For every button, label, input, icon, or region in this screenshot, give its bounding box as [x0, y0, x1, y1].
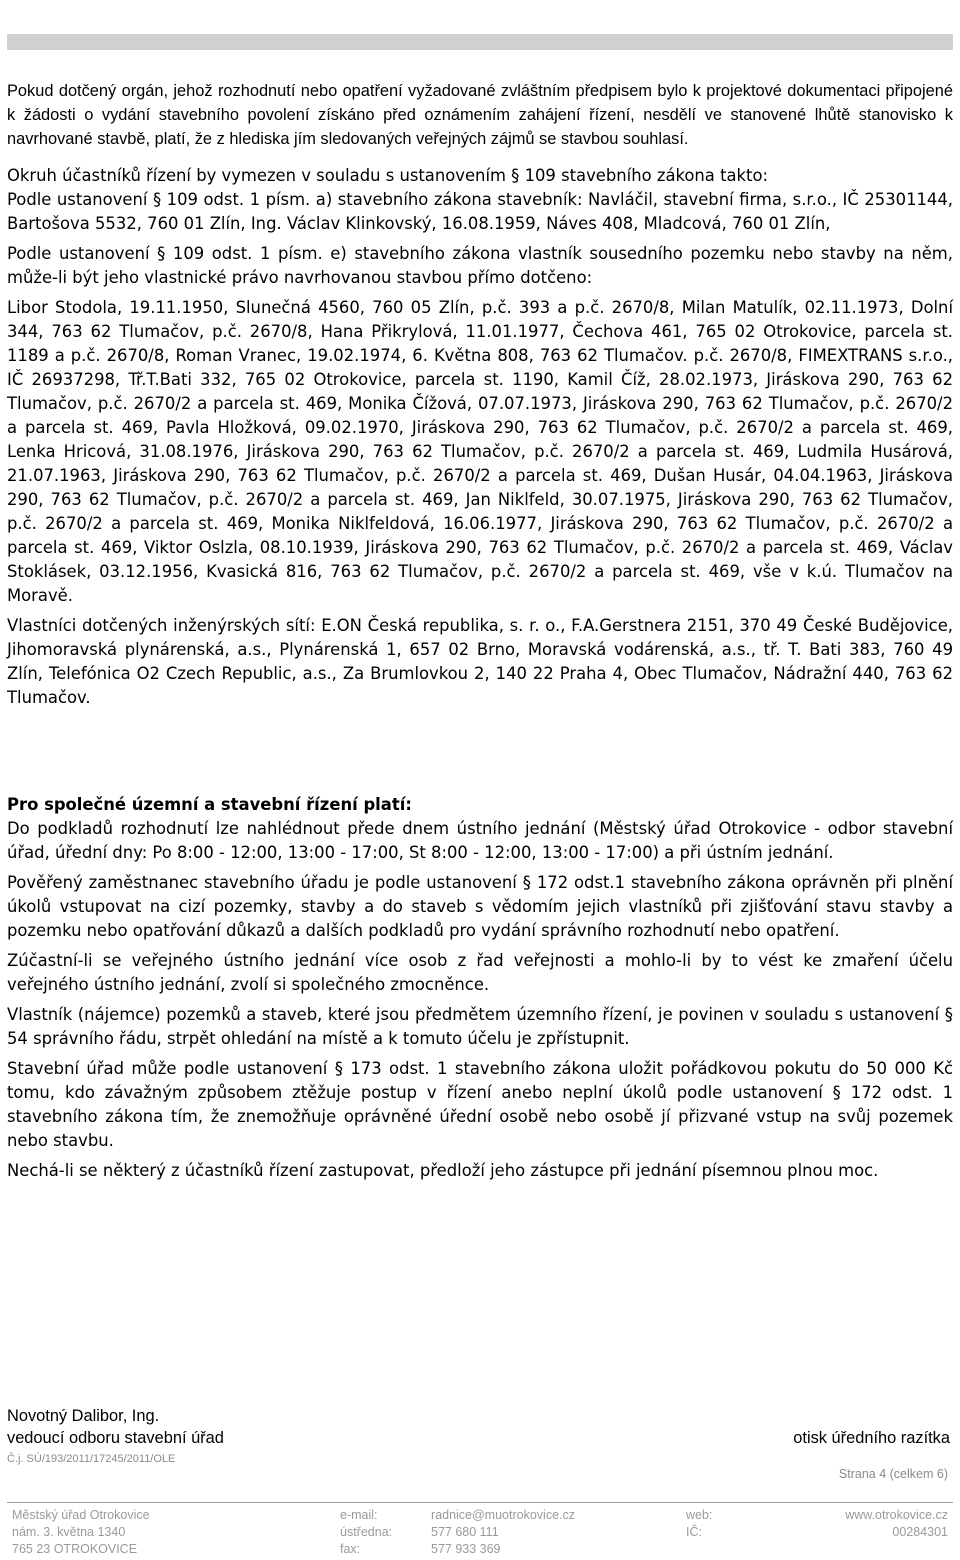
paragraph-vlastnik-souseda: Podle ustanovení § 109 odst. 1 písm. e) stavebního zákona vlastník sousedního pozemku nebo stavby na něm, může-li být jeho vlastnické právo navrhovanou stavbou přímo dotčeno:: [7, 244, 953, 287]
paragraph-ohledani: Vlastník (nájemce) pozemků a staveb, které jsou předmětem územního řízení, je povinen v souladu s ustanovení § 54 správního řádu, strpět ohledání na místě a k tomuto účelu je zpřístupnit.: [7, 1005, 953, 1048]
footer-contact-values: [431, 1507, 575, 1558]
reference-number: Č.j. SÚ/193/2011/17245/2011/OLE: [7, 1453, 176, 1465]
main-text: [7, 79, 953, 710]
paragraph-povereny-zamestnanec: Pověřený zaměstnanec stavebního úřadu je podle ustanovení § 172 odst.1 stavebního zákona oprávněn při plnění úkolů vstupovat na cizí pozemky, stavby a do staveb s vědomím jejich vlastníků při zjišťování stavu stavby a pozemku nebo opatřování důkazů a dalších podkladů pro vydání správního rozhodnutí nebo opatření.: [7, 873, 953, 940]
web-link[interactable]: www.otrokovice.cz: [845, 1508, 948, 1522]
ic-label: IČ:: [686, 1525, 702, 1539]
office-city: 765 23 OTROKOVICE: [12, 1542, 138, 1556]
footer-web-values: [845, 1507, 948, 1541]
email-label: e-mail:: [340, 1508, 378, 1522]
fax-value: 577 933 369: [431, 1542, 501, 1556]
footer-office: [12, 1507, 150, 1558]
footer-web-labels: [686, 1507, 712, 1541]
stamp-label: otisk úředního razítka: [793, 1429, 950, 1447]
section-heading: Pro společné územní a stavební řízení platí:: [7, 795, 412, 814]
paragraph-podklady: Do podkladů rozhodnutí lze nahlédnout přede dnem ústního jednání (Městský úřad Otrokovice - odbor stavební úřad, úřední dny: Po 8:00 - 12:00, 13:00 - 17:00, St 8:00 - 12:00, 13:00 - 17:00) a při ústním jednání.: [7, 819, 953, 862]
paragraph-plna-moc: Nechá-li se některý z účastníků řízení zastupovat, předloží jeho zástupce při jednání písemnou plnou moc.: [7, 1161, 879, 1180]
phone-label: ústředna:: [340, 1525, 393, 1539]
signature-role: vedoucí odboru stavební úřad: [7, 1429, 224, 1447]
footer-divider: [7, 1502, 953, 1503]
page-number: Strana 4 (celkem 6): [838, 1467, 948, 1481]
section-spolecne-rizeni: [7, 793, 953, 1183]
paragraph-okruh-ucastniku: Okruh účastníků řízení by vymezen v souladu s ustanovením § 109 stavebního zákona takto:: [7, 166, 769, 185]
paragraph-stavebnik: Podle ustanovení § 109 odst. 1 písm. a) stavebního zákona stavebník: Navláčil, stavební firma, s.r.o., IČ 25301144, Bartošova 5532, 760 01 Zlín, Ing. Václav Klinkovský, 16.08.1959, Náves 408, Mladcová, 760 01 Zlín,: [7, 190, 953, 233]
footer-contact-labels: [340, 1507, 392, 1558]
paragraph-inzenyrske-site: Vlastníci dotčených inženýrských sítí: E.ON Česká republika, s. r. o., F.A.Gerstnera 2151, 370 49 České Budějovice, Jihomoravská plynárenská, a.s., Plynárenská 1, 657 02 Brno, Moravská vodárenská, a.s., tř. T. Bati 383, 760 49 Zlín, Telefónica O2 Czech Republic, a.s., Za Brumlovkou 2, 140 22 Praha 4, Obec Tlumačov, Nádražní 440, 763 62 Tlumačov.: [7, 616, 953, 707]
paragraph-dotceny-organ: Pokud dotčený orgán, jehož rozhodnutí nebo opatření vyžadované zvláštním předpisem bylo k projektové dokumentaci připojené k žádosti o vydání stavebního povolení získáno před oznámením zahájení řízení, nesdělí ve stanovené lhůtě stanovisko k navrhované stavbě, platí, že z hlediska jím sledovaných veřejných zájmů se stavbou souhlasí.: [7, 82, 953, 148]
web-label: web:: [686, 1508, 713, 1522]
phone-value: 577 680 111: [431, 1525, 499, 1539]
email-link[interactable]: radnice@muotrokovice.cz: [431, 1508, 575, 1522]
paragraph-pokuta: Stavební úřad může podle ustanovení § 173 odst. 1 stavebního zákona uložit pořádkovou pokutu do 50 000 Kč tomu, kdo závažným způsobem ztěžuje postup v řízení anebo neplní úkolů podle ustanovení § 172 odst. 1 stavebního zákona tím, že znemožňuje oprávněné úřední osobě nebo osobě jí přizvané vstup na svůj pozemek nebo stavbu.: [7, 1059, 953, 1150]
ic-value: 00284301: [892, 1525, 948, 1539]
paragraph-zmocnenec: Zúčastní-li se veřejného ústního jednání více osob z řad veřejnosti a mohlo-li by to vést ke zmaření účelu veřejného ústního jednání, zvolí si společného zmocněnce.: [7, 951, 953, 994]
fax-label: fax:: [340, 1542, 361, 1556]
header-bar: [7, 34, 953, 50]
paragraph-seznam-vlastniku: Libor Stodola, 19.11.1950, Slunečná 4560, 760 05 Zlín, p.č. 393 a p.č. 2670/8, Milan Matulík, 02.11.1973, Dolní 344, 763 62 Tlumačov, p.č. 2670/8, Hana Přikrylová, 11.01.1977, Čechova 461, 765 02 Otrokovice, parcela st. 1189 a p.č. 2670/8, Roman Vranec, 19.02.1974, 6. Května 808, 763 62 Tlumačov. p.č. 2670/8, FIMEXTRANS s.r.o., IČ 26937298, Tř.T.Bati 332, 765 02 Otrokovice, parcela st. 1190, Kamil Číž, 28.02.1973, Jiráskova 290, 763 62 Tlumačov, p.č. 2670/2 a parcela st. 469, Monika Čížová, 07.07.1973, Jiráskova 290, 763 62 Tlumačov, p.č. 2670/2 a parcela st. 469, Pavla Hložková, 09.02.1970, Jiráskova 290, 763 62 Tlumačov, p.č. 2670/2 a parcela st. 469, Lenka Hricová, 31.08.1976, Jiráskova 290, 763 62 Tlumačov, p.č. 2670/2 a parcela st. 469, Ludmila Husárová, 21.07.1963, Jiráskova 290, 763 62 Tlumačov, p.č. 2670/2 a parcela st. 469, Dušan Husár, 04.04.1963, Jiráskova 290, 763 62 Tlumačov, p.č. 2670/2 a parcela st. 469, Jan Niklfeld, 30.07.1975, Jiráskova 290, 763 62 Tlumačov, p.č. 2670/2 a parcela st. 469, Monika Niklfeldová, 16.06.1977, Jiráskova 290, 763 62 Tlumačov, p.č. 2670/2 a parcela st. 469, Viktor Oslzla, 08.10.1939, Jiráskova 290, 763 62 Tlumačov, p.č. 2670/2 a parcela st. 469, Václav Stoklásek, 03.12.1956, Kvasická 816, 763 62 Tlumačov, p.č. 2670/2 a parcela st. 469, vše v k.ú. Tlumačov na Moravě.: [7, 298, 953, 605]
office-name: Městský úřad Otrokovice: [12, 1508, 150, 1522]
signature-name: Novotný Dalibor, Ing.: [7, 1407, 160, 1425]
office-street: nám. 3. května 1340: [12, 1525, 126, 1539]
